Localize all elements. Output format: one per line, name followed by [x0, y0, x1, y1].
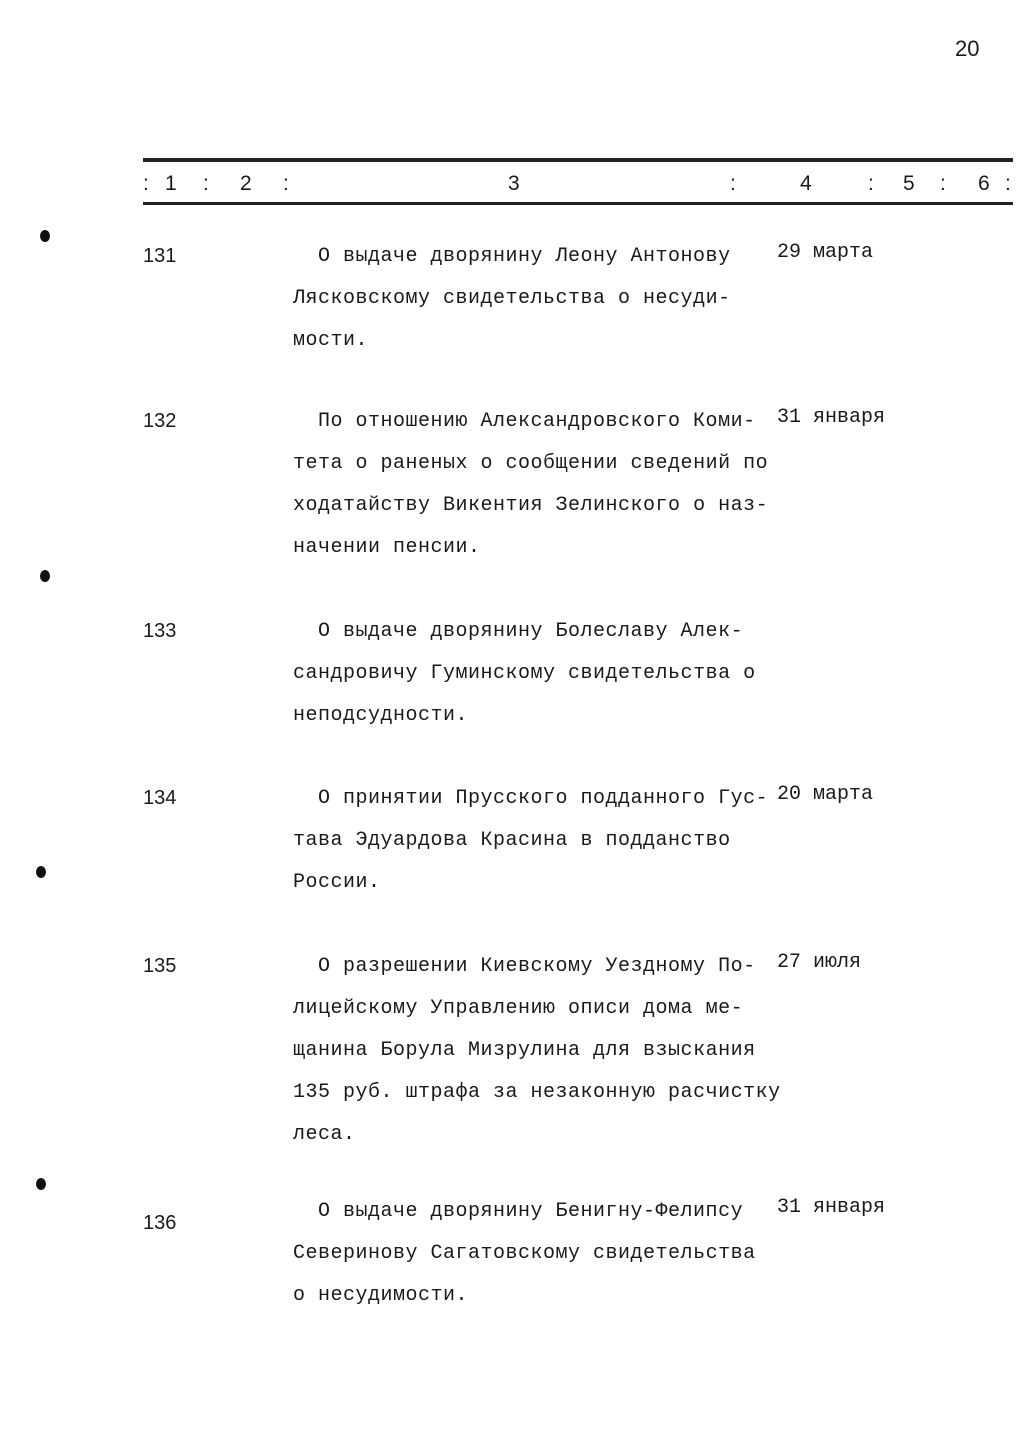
- entry-number: 133: [143, 620, 177, 642]
- ink-spot: [40, 230, 50, 242]
- entry-text-line: неподсудности.: [293, 704, 469, 727]
- column-separator: :: [283, 172, 289, 195]
- entry-number: 132: [143, 410, 177, 432]
- column-header: 4: [800, 172, 812, 195]
- ink-spot: [40, 570, 50, 582]
- header-top-rule: [143, 158, 1013, 162]
- page-number: 20: [955, 36, 980, 61]
- entry-text-line: России.: [293, 871, 381, 894]
- entry-text-line: О принятии Прусского подданного Гус-: [318, 787, 769, 810]
- entry-number: 135: [143, 955, 177, 977]
- column-header: 5: [903, 172, 915, 195]
- column-header: 1: [165, 172, 177, 195]
- entry-text-line: сандровичу Гуминскому свидетельства о: [293, 662, 756, 685]
- column-separator: :: [940, 172, 946, 195]
- entry-text-line: начении пенсии.: [293, 536, 481, 559]
- column-separator: :: [730, 172, 736, 195]
- entry-text-line: О выдаче дворянину Леону Антонову: [318, 245, 731, 268]
- entry-date: 31 января: [777, 1196, 886, 1219]
- header-bottom-rule: [143, 202, 1013, 205]
- column-separator: :: [868, 172, 874, 195]
- entry-date: 29 марта: [777, 241, 874, 264]
- entry-number: 136: [143, 1212, 177, 1234]
- entry-text-line: мости.: [293, 329, 369, 352]
- entry-text-line: О разрешении Киевскому Уездному По-: [318, 955, 756, 978]
- ink-spot: [36, 866, 46, 878]
- column-header: 3: [508, 172, 520, 195]
- column-separator: :: [1005, 172, 1011, 195]
- entry-text-line: Лясковскому свидетельства о несуди-: [293, 287, 731, 310]
- entry-date: 31 января: [777, 406, 886, 429]
- entry-text-line: Северинову Сагатовскому свидетельства: [293, 1242, 756, 1265]
- entry-text-line: 135 руб. штрафа за незаконную расчистку: [293, 1081, 781, 1104]
- entry-text-line: О выдаче дворянину Болеславу Алек-: [318, 620, 744, 643]
- entry-text-line: О выдаче дворянину Бенигну-Фелипсу: [318, 1200, 744, 1223]
- entry-text-line: ходатайству Викентия Зелинского о наз-: [293, 494, 769, 517]
- entry-text-line: тава Эдуардова Красина в подданство: [293, 829, 731, 852]
- entry-text-line: о несудимости.: [293, 1284, 469, 1307]
- column-header: 6: [978, 172, 990, 195]
- column-separator: :: [143, 172, 149, 195]
- entry-number: 134: [143, 787, 177, 809]
- column-header: 2: [240, 172, 252, 195]
- entry-text-line: лицейскому Управлению описи дома ме-: [293, 997, 744, 1020]
- entry-text-line: По отношению Александровского Коми-: [318, 410, 756, 433]
- entry-date: 27 июля: [777, 951, 862, 974]
- column-separator: :: [203, 172, 209, 195]
- entry-text-line: леса.: [293, 1123, 356, 1146]
- ink-spot: [36, 1178, 46, 1190]
- entry-text-line: щанина Борула Мизрулина для взыскания: [293, 1039, 756, 1062]
- entry-number: 131: [143, 245, 177, 267]
- entry-date: 20 марта: [777, 783, 874, 806]
- entry-text-line: тета о раненых о сообщении сведений по: [293, 452, 769, 475]
